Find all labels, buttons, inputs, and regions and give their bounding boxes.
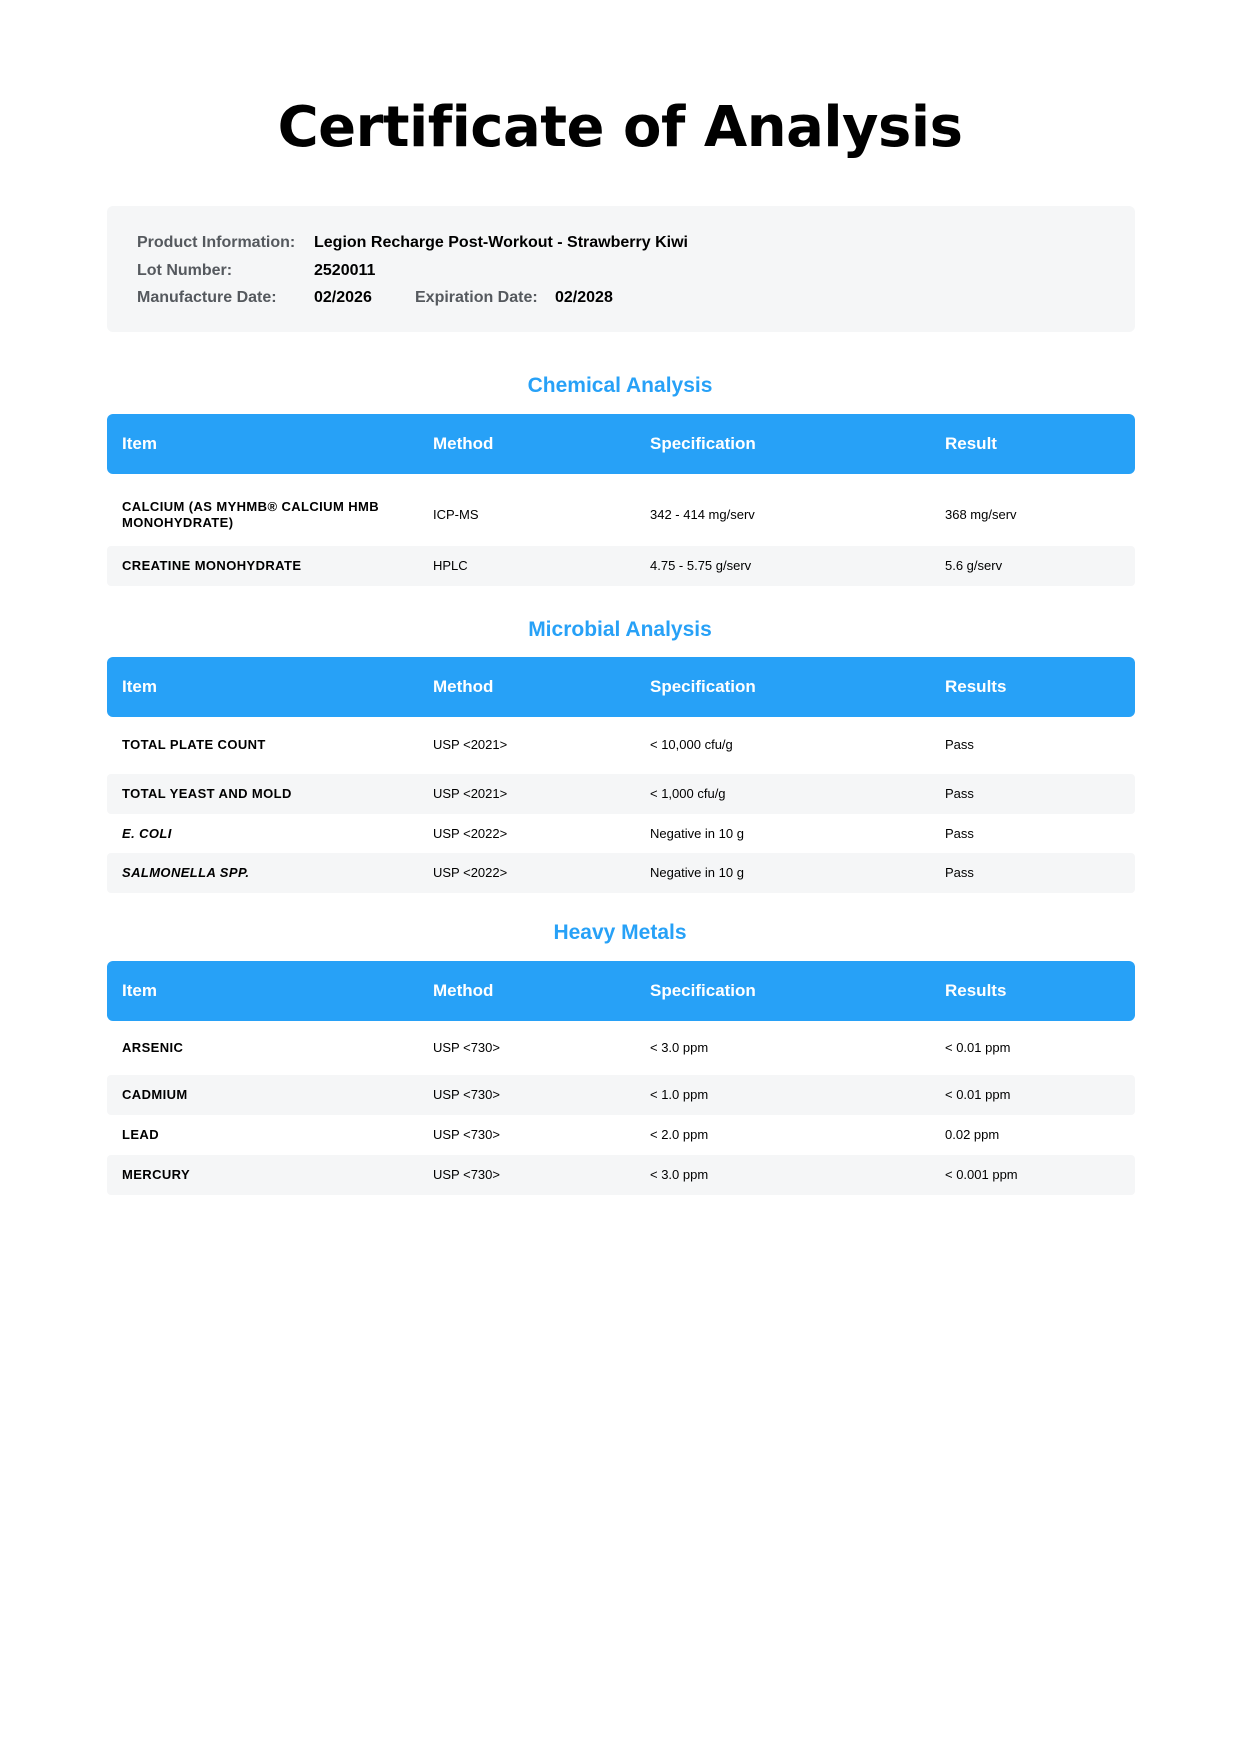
row-item: LEAD: [122, 1127, 159, 1142]
header-specification: Specification: [650, 981, 756, 1000]
row-method: USP <730>: [433, 1127, 500, 1142]
table-row: [107, 546, 1135, 586]
table-header: [107, 414, 1135, 474]
heavy-metals-title: Heavy Metals: [553, 921, 687, 944]
row-item: CADMIUM: [122, 1087, 188, 1102]
table-row: [107, 729, 1135, 761]
row-result: 5.6 g/serv: [945, 558, 1003, 573]
row-method: USP <2022>: [433, 825, 508, 841]
header-specification: Specification: [650, 434, 756, 453]
row-method: USP <730>: [433, 1040, 500, 1055]
lot-number-label: Lot Number:: [137, 262, 233, 279]
row-specification: < 2.0 ppm: [650, 1127, 709, 1142]
header-method: Method: [433, 677, 494, 696]
manufacture-date-label: Manufacture Date:: [137, 289, 277, 306]
row-result: Pass: [945, 786, 974, 801]
row-specification: < 1.0 ppm: [650, 1087, 709, 1102]
row-specification: < 3.0 ppm: [650, 1040, 709, 1055]
product-info-panel: [107, 206, 1135, 332]
row-result: Pass: [945, 865, 974, 880]
row-item: CREATINE MONOHYDRATE: [122, 558, 302, 573]
table-row: [107, 1155, 1135, 1195]
row-method: ICP-MS: [433, 507, 479, 522]
chemical-analysis-title: Chemical Analysis: [527, 374, 713, 397]
row-result: < 0.01 ppm: [945, 1087, 1011, 1102]
product-info-label: Product Information:: [137, 234, 296, 251]
row-method: USP <730>: [433, 1167, 500, 1182]
expiration-date-label: Expiration Date:: [415, 289, 538, 306]
row-item: SALMONELLA SPP.: [122, 865, 250, 880]
table-header: [107, 657, 1135, 717]
header-item: Item: [122, 677, 157, 696]
row-method: USP <730>: [433, 1087, 500, 1102]
header-method: Method: [433, 981, 494, 1000]
header-results: Results: [945, 981, 1007, 1000]
table-row: [107, 484, 1135, 546]
row-result: Pass: [945, 737, 974, 752]
header-specification: Specification: [650, 677, 756, 696]
header-item: Item: [122, 434, 157, 453]
row-item: TOTAL PLATE COUNT: [122, 737, 266, 752]
row-result: 0.02 ppm: [945, 1127, 1000, 1142]
row-item: CALCIUM (AS MYHMB® CALCIUM HMB MONOHYDRATE): [122, 499, 379, 530]
row-specification: 342 - 414 mg/serv: [650, 507, 755, 522]
heavy-metals-table: [107, 961, 1135, 1182]
table-header: [107, 961, 1135, 1021]
row-specification: < 1,000 cfu/g: [650, 786, 726, 801]
row-method: HPLC: [433, 558, 468, 573]
row-result: < 0.01 ppm: [945, 1040, 1011, 1055]
table-row: [107, 1032, 1135, 1064]
header-results: Results: [945, 677, 1007, 696]
page-title: Certificate of Analysis: [277, 95, 963, 160]
manufacture-date-value: 02/2026: [314, 289, 372, 306]
table-row: [107, 774, 1135, 814]
row-item: ARSENIC: [122, 1040, 184, 1055]
lot-number-value: 2520011: [314, 262, 376, 279]
row-specification: < 10,000 cfu/g: [650, 737, 733, 752]
expiration-date-value: 02/2028: [555, 289, 613, 306]
table-row: [107, 853, 1135, 893]
chemical-analysis-table: [107, 414, 1135, 573]
row-specification: Negative in 10 g: [650, 825, 744, 841]
header-method: Method: [433, 434, 494, 453]
row-specification: 4.75 - 5.75 g/serv: [650, 558, 752, 573]
row-item: MERCURY: [122, 1167, 191, 1182]
row-method: USP <2022>: [433, 865, 508, 880]
header-item: Item: [122, 981, 157, 1000]
row-result: 368 mg/serv: [945, 507, 1017, 522]
row-result: Pass: [945, 825, 974, 841]
product-info-value: Legion Recharge Post-Workout - Strawberry Kiwi: [314, 234, 688, 251]
table-row: [107, 1075, 1135, 1115]
row-method: USP <2021>: [433, 786, 508, 801]
row-specification: Negative in 10 g: [650, 865, 744, 880]
table-row: [107, 1115, 1135, 1155]
microbial-analysis-title: Microbial Analysis: [528, 618, 712, 641]
header-result: Result: [945, 434, 997, 453]
row-specification: < 3.0 ppm: [650, 1167, 709, 1182]
row-item: TOTAL YEAST AND MOLD: [122, 786, 292, 801]
row-item: E. COLI: [122, 825, 172, 841]
row-result: < 0.001 ppm: [945, 1167, 1018, 1182]
microbial-analysis-table: [107, 657, 1135, 880]
table-row: [107, 814, 1135, 853]
row-method: USP <2021>: [433, 737, 508, 752]
